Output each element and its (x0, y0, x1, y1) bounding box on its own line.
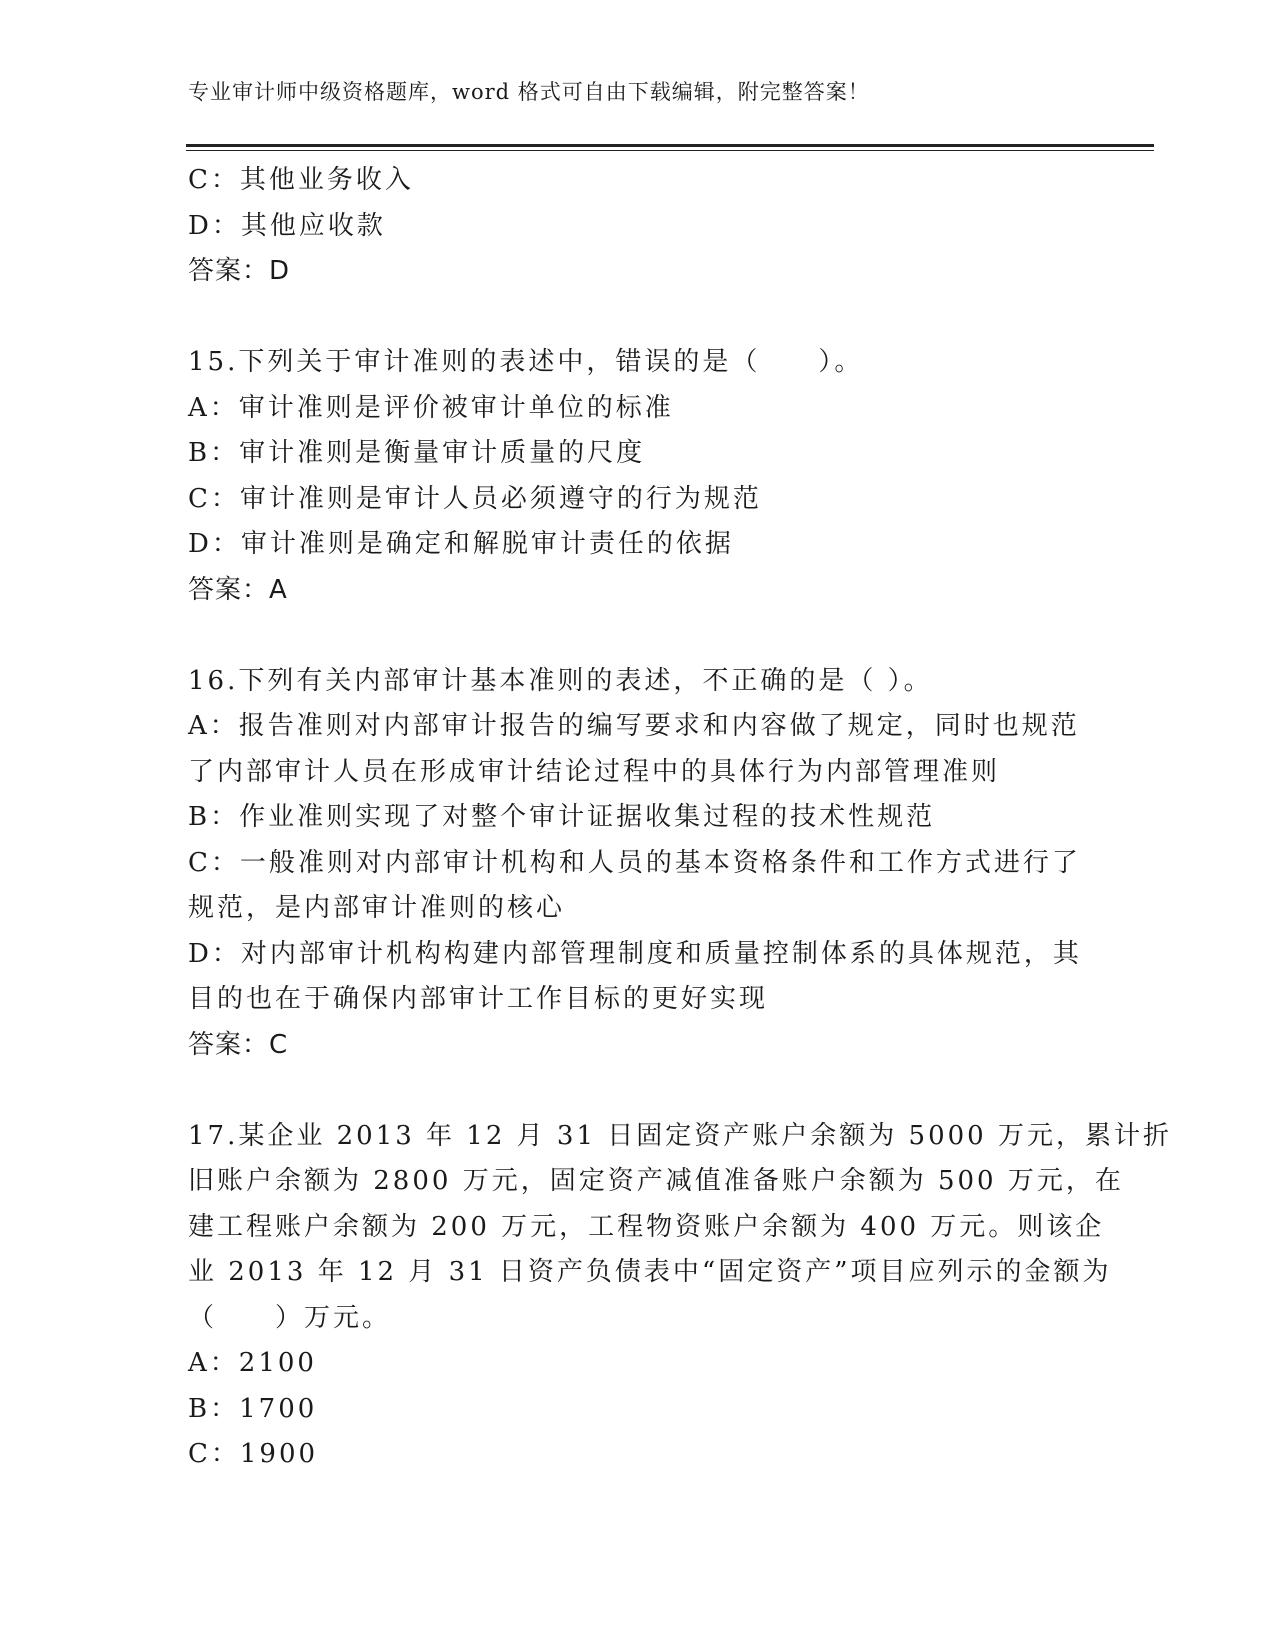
page-header: 专业审计师中级资格题库，word 格式可自由下载编辑，附完整答案！ (188, 80, 870, 104)
question-stem-line: 业 2013 年 12 月 31 日资产负债表中“固定资产”项目应列示的金额为 (188, 1257, 1112, 1287)
option-a: A：2100 (188, 1348, 317, 1378)
answer: 答案：A (188, 574, 288, 605)
option-b: B：作业准则实现了对整个审计证据收集过程的技术性规范 (188, 802, 936, 832)
option-c: C：审计准则是审计人员必须遵守的行为规范 (188, 483, 762, 514)
option-d: D：审计准则是确定和解脱审计责任的依据 (188, 529, 734, 559)
header-rule-thick (186, 144, 1154, 147)
answer: 答案：D (188, 256, 291, 286)
header-rule-thin (186, 150, 1154, 151)
option-c: C：1900 (188, 1439, 319, 1469)
question-stem: 15.下列关于审计准则的表述中，错误的是（ ）。 (188, 347, 864, 377)
option-c: C：一般准则对内部审计机构和人员的基本资格条件和工作方式进行了 (188, 847, 1081, 878)
option-d: D：对内部审计机构构建内部管理制度和质量控制体系的具体规范，其 (188, 938, 1082, 969)
option-a: A：审计准则是评价被审计单位的标准 (188, 392, 674, 423)
question-content (188, 158, 1172, 1478)
option-a-continued: 了内部审计人员在形成审计结论过程中的具体行为内部管理准则 (188, 756, 1001, 787)
question-stem-line: 17.某企业 2013 年 12 月 31 日固定资产账户余额为 5000 万元，累计折 (188, 1120, 1172, 1151)
option-c-continued: 规范，是内部审计准则的核心 (188, 893, 566, 923)
option-a: A：报告准则对内部审计报告的编写要求和内容做了规定，同时也规范 (188, 711, 1080, 741)
question-stem: 16.下列有关内部审计基本准则的表述，不正确的是（ ）。 (188, 665, 933, 696)
answer: 答案：C (188, 1029, 289, 1060)
question-16 (188, 659, 1088, 1069)
option-c: C：其他业务收入 (188, 165, 414, 195)
option-b: B：1700 (188, 1393, 318, 1424)
question-17 (188, 1114, 1172, 1478)
option-d: D：其他应收款 (188, 210, 386, 241)
question-stem-line: 旧账户余额为 2800 万元，固定资产减值准备账户余额为 500 万元，在 (188, 1166, 1124, 1196)
question-14 (188, 158, 1088, 295)
question-stem-line: （ ）万元。 (188, 1302, 392, 1333)
option-b: B：审计准则是衡量审计质量的尺度 (188, 438, 646, 468)
option-d-continued: 目的也在于确保内部审计工作目标的更好实现 (188, 984, 769, 1014)
question-stem-line: 建工程账户余额为 200 万元，工程物资账户余额为 400 万元。则该企 (188, 1211, 1105, 1242)
question-15 (188, 340, 1088, 613)
